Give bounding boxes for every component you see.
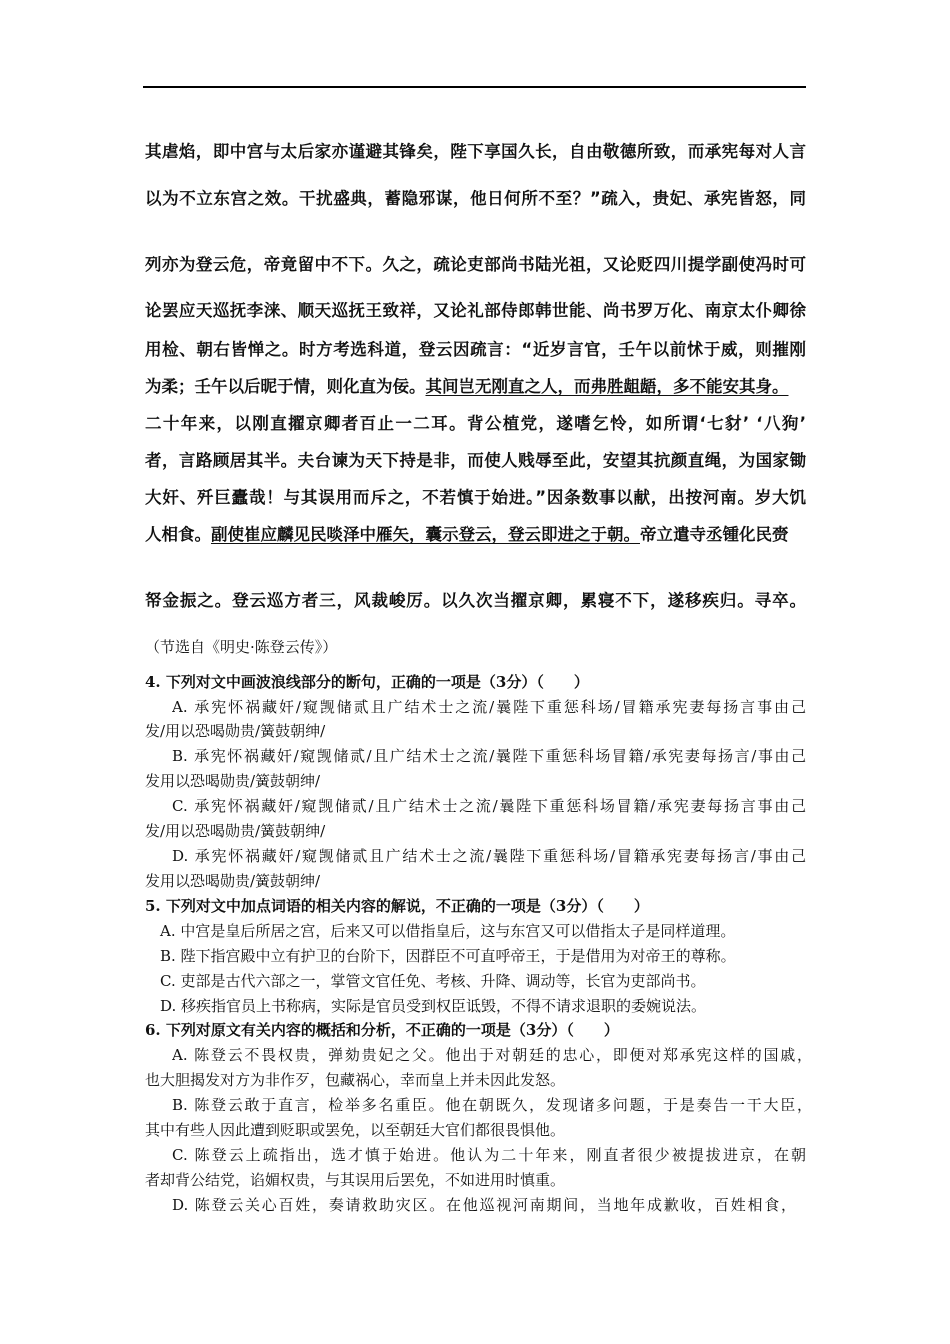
question-stem: 6. 下列对原文有关内容的概括和分析，不正确的一项是（3分）（ ） <box>145 1021 619 1039</box>
passage-line: 大奸、歼巨蠹哉！与其误用而斥之，不若慎于始进。”因条数事以献，出按河南。岁大饥 <box>145 488 806 507</box>
option-c[interactable]: C. 承宪怀祸藏奸/窥觊储贰/且广结术士之流/曩陛下重惩科场冒籍/承宪妻每扬言事由己 <box>172 797 806 815</box>
passage-line: 列亦为登云危，帝竟留中不下。久之，疏论吏部尚书陆光祖，又论贬四川提学副使冯时可 <box>145 255 806 274</box>
option-b-cont: 其中有些人因此遭到贬职或罢免，以至朝廷大官们都很畏惧他。 <box>145 1121 566 1139</box>
option-a[interactable]: A. 陈登云不畏权贵，弹劾贵妃之父。他出于对朝廷的忠心，即便对郑承宪这样的国戚， <box>172 1046 812 1064</box>
passage-line: 二十年来，以刚直擢京卿者百止一二耳。背公植党，遂嗜乞怜，如所谓‘七豺’ ‘八狗’ <box>145 414 806 433</box>
passage-line: 者，言路顾居其半。夫台谏为天下持是非，而使人贱辱至此，安望其抗颜直绳，为国家锄 <box>145 451 806 470</box>
option-b-cont: 发用以恐喝勋贵/簧鼓朝绅/ <box>145 772 321 790</box>
option-d-cont: 发用以恐喝勋贵/簧鼓朝绅/ <box>145 872 321 890</box>
passage-line <box>145 376 806 398</box>
passage-line: 其虐焰，即中宫与太后家亦谨避其锋矣，陛下享国久长，自由敬德所致，而承宪每对人言 <box>145 142 806 161</box>
option-a-cont: 发/用以恐喝勋贵/簧鼓朝绅/ <box>145 722 326 740</box>
option-b[interactable]: B. 陈登云敢于直言，检举多名重臣。他在朝既久，发现诸多问题，于是奏告一干大臣， <box>172 1096 812 1114</box>
passage-line: 用检、朝右皆惮之。时方考选科道，登云因疏言：“近岁言官，壬午以前怵于威，则摧刚 <box>145 340 806 359</box>
option-a-cont: 也大胆揭发对方为非作歹，包藏祸心，幸而皇上并未因此发怒。 <box>145 1071 566 1089</box>
passage-text: 人相食。 <box>145 525 211 544</box>
passage-line: 帑金振之。登云巡方者三，风裁峻厉。以久次当擢京卿，累寝不下，遂移疾归。寻卒。 <box>145 591 806 610</box>
option-a[interactable]: A. 承宪怀祸藏奸/窥觊储贰且广结术士之流/曩陛下重惩科场/冒籍承宪妻每扬言事由己 <box>172 698 806 716</box>
question-stem: 4. 下列对文中画波浪线部分的断句，正确的一项是（3分）（ ） <box>145 673 589 691</box>
option-c-cont: 者却背公结党，谄媚权贵，与其误用后罢免，不如进用时慎重。 <box>145 1171 566 1189</box>
option-d[interactable]: D. 陈登云关心百姓，奏请救助灾区。在他巡视河南期间，当地年成歉收，百姓相食， <box>172 1196 796 1214</box>
option-d[interactable]: D. 承宪怀祸藏奸/窥觊储贰且广结术士之流/曩陛下重惩科场/冒籍承宪妻每扬言/事由己 <box>172 847 806 865</box>
underlined-sentence: 副使崔应麟见民啖泽中雁矢，囊示登云，登云即进之于朝。 <box>211 525 640 544</box>
question-stem: 5. 下列对文中加点词语的相关内容的解说，不正确的一项是（3分）（ ） <box>145 897 649 915</box>
option-d[interactable]: D. 移疾指官员上书称病，实际是官员受到权臣诋毁，不得不请求退职的委婉说法。 <box>160 997 707 1015</box>
wavy-underlined-sentence: 其间岂无刚直之人，而弗胜龃龉，多不能安其身。 <box>425 377 789 396</box>
option-c[interactable]: C. 陈登云上疏指出，选才慎于始进。他认为二十年来，刚直者很少被提拔进京，在朝 <box>172 1146 806 1164</box>
header-rule <box>143 86 806 88</box>
passage-source: （节选自《明史·陈登云传》） <box>145 638 338 656</box>
passage-line: 以为不立东宫之效。干扰盛典，蓄隐邪谋，他日何所不至？”疏入，贵妃、承宪皆怒，同 <box>145 189 806 208</box>
option-c-cont: 发/用以恐喝勋贵/簧鼓朝绅/ <box>145 822 326 840</box>
option-c[interactable]: C. 吏部是古代六部之一，掌管文官任免、考核、升降、调动等，长官为吏部尚书。 <box>160 972 706 990</box>
passage-text: 帝立遣寺丞锺化民赍 <box>640 525 789 544</box>
passage-line: 论罢应天巡抚李涞、顺天巡抚王致祥，又论礼部侍郎韩世能、尚书罗万化、南京太仆卿徐 <box>145 301 806 320</box>
option-a[interactable]: A. 中宫是皇后所居之宫，后来又可以借指皇后，这与东宫又可以借指太子是同样道理。 <box>160 922 736 940</box>
option-b[interactable]: B. 承宪怀祸藏奸/窥觊储贰/且广结术士之流/曩陛下重惩科场冒籍/承宪妻每扬言/事由己 <box>172 747 806 765</box>
passage-line <box>145 524 806 546</box>
passage-text: 为柔；壬午以后昵于情，则化直为佞。 <box>145 377 426 396</box>
option-b[interactable]: B. 陛下指宫殿中立有护卫的台阶下，因群臣不可直呼帝王，于是借用为对帝王的尊称。 <box>160 947 736 965</box>
